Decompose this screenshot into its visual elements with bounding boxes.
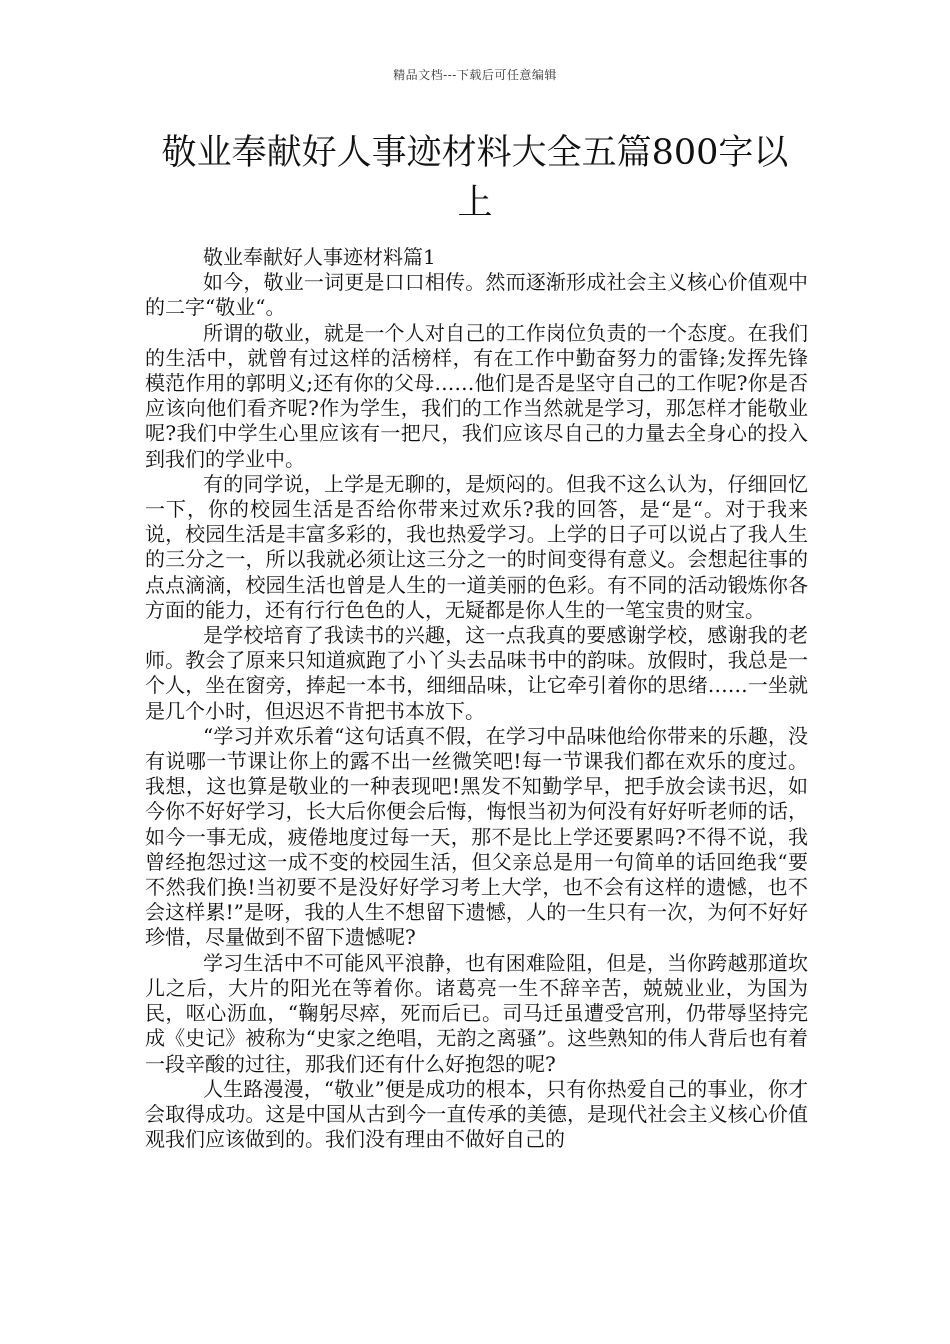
header-note: 精品文档---下载后可任意编辑 [393,68,557,82]
paragraph-3: 有的同学说，上学是无聊的，是烦闷的。但我不这么认为，仔细回忆一下，你的校园生活是否给你带来过欢乐?我的回答，是“是“。对于我来说，校园生活是丰富多彩的，我也热爱学习。上学的日子可以说占了我人生的三分之一，所以我就必须让这三分之一的时间变得有意义。会想起往事的点点滴滴，校园生活也曾是人生的一道美丽的色彩。有不同的活动锻炼你各方面的能力，还有行行色色的人，无疑都是你人生的一笔宝贵的财宝。 [145,471,808,622]
paragraph-2: 所谓的敬业，就是一个人对自己的工作岗位负责的一个态度。在我们的生活中，就曾有过这样的活榜样，有在工作中勤奋努力的雷锋;发挥先锋模范作用的郭明义;还有你的父母……他们是否是坚守自己的工作呢?你是否应该向他们看齐呢?作为学生，我们的工作当然就是学习，那怎样才能敬业呢?我们中学生心里应该有一把尺，我们应该尽自己的力量去全身心的投入到我们的学业中。 [145,320,808,471]
paragraph-1: 如今，敬业一词更是口口相传。然而逐渐形成社会主义核心价值观中的二字“敬业“。 [145,270,808,320]
paragraph-7: 人生路漫漫，“敬业”便是成功的根本，只有你热爱自己的事业，你才会取得成功。这是中国从古到今一直传承的美德，是现代社会主义核心价值观我们应该做到的。我们没有理由不做好自己的 [145,1076,808,1152]
paragraph-5: “学习并欢乐着“这句话真不假，在学习中品味他给你带来的乐趣，没有说哪一节课让你上的露不出一丝微笑吧!每一节课我们都在欢乐的度过。我想，这也算是敬业的一种表现吧!黑发不知勤学早，把手放会读书迟，如今你不好好学习，长大后你便会后悔，悔恨当初为何没有好好听老师的话，如今一事无成，疲倦地度过每一天，那不是比上学还要累吗?不得不说，我曾经抱怨过这一成不变的校园生活，但父亲总是用一句简单的话回绝我“要不然我们换!当初要不是没好好学习考上大学，也不会有这样的遗憾，也不会这样累!”是呀，我的人生不想留下遗憾，人的一生只有一次，为何不好好珍惜，尽量做到不留下遗憾呢? [145,723,808,950]
document-title: 敬业奉献好人事迹材料大全五篇800字以上 [161,133,789,223]
paragraph-6: 学习生活中不可能风平浪静，也有困难险阻，但是，当你跨越那道坎儿之后，大片的阳光在等着你。诸葛亮一生不辞辛苦，兢兢业业，为国为民，呕心沥血，“鞠躬尽瘁，死而后已。司马迁虽遭受宫刑，仍带辱坚持完成《史记》被称为“史家之绝唱，无韵之离骚”。这些熟知的伟人背后也有着一段辛酸的过往，那我们还有什么好抱怨的呢? [145,950,808,1076]
document-body [145,245,808,1152]
section-heading: 敬业奉献好人事迹材料篇1 [203,245,436,269]
paragraph-4: 是学校培育了我读书的兴趣，这一点我真的要感谢学校，感谢我的老师。教会了原来只知道疯跑了小丫头去品味书中的韵味。放假时，我总是一个人，坐在窗旁，捧起一本书，细细品味，让它牵引着你的思绪……一坐就是几个小时，但迟迟不肯把书本放下。 [145,623,808,723]
